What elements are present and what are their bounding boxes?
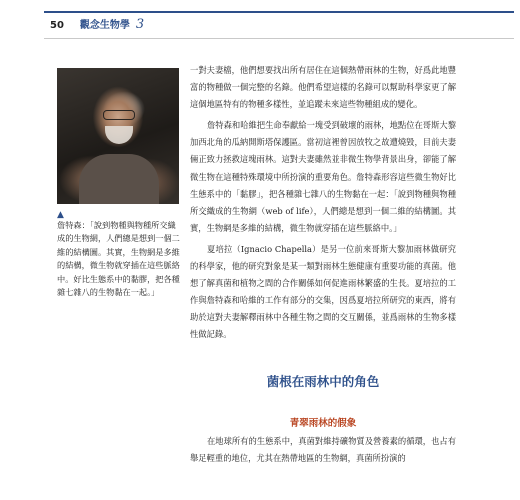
photo-shirt: [79, 154, 159, 204]
photo-glasses: [103, 110, 135, 120]
portrait-photo: [57, 68, 179, 204]
page-number: 50: [50, 20, 64, 31]
photo-caption: 詹特森：「說到物種與物種所交織成的生物網，人們總是想到一個二維的結構圖。其實，生物網是多維的結構，微生物就穿插在這些脈絡中。好比生態系中的黏膠，把各種雜七雜八的生物黏在一起。」: [57, 220, 180, 298]
section-heading: 菌根在雨林中的角色: [266, 374, 380, 389]
top-rule: [44, 11, 514, 13]
body-paragraph-2: 詹特森和哈維把生命奉獻給一塊受到破壞的雨林，地點位在哥斯大黎加西北角的瓜納開斯塔保護區。當初這裡曾因放牧之故遭燒毀，目前夫妻倆正致力拯救這塊雨林。這對夫妻雖然並非微生物學背景出身，卻能了解微生物在這種特殊環境中所扮演的重要角色。詹特森形容這些微生物好比生態系中的「黏膠」，把各種雜七雜八的生物黏在一起：「說到物種與物種所交織成的生物網（web of life），人們總是想到一個二維的結構圖。其實，生物網是多維的結構，微生物就穿插在這些脈絡中。」: [190, 120, 456, 233]
running-title: 觀念生物學: [79, 20, 130, 31]
body-column: [190, 62, 456, 348]
header-rule: [44, 38, 514, 39]
photo-beard: [105, 126, 133, 144]
page-header: [50, 16, 144, 36]
chapter-number: 3: [135, 17, 145, 32]
body-paragraph-3: 夏培拉（Ignacio Chapella）是另一位前來哥斯大黎加雨林做研究的科學家，他的研究對象是某一類對雨林生態健康有重要功能的真菌。他想了解真菌和植物之間的合作關係如何促進雨林繁盛的生長。夏培拉的工作與詹特森和哈維的工作有部分的交集，因爲夏培拉所研究的東西，將有助於這對夫妻解釋雨林中各種生物之間的交互關係，並爲雨林的生物多樣性做記錄。: [190, 243, 456, 340]
body-paragraph-1: 一對夫妻檔，他們想要找出所有居住在這個熱帶雨林的生物，好爲此地豐富的物種做一個完整的名錄。他們希望這樣的名錄可以幫助科學家更了解這個地區特有的物種多樣性，並追蹤未來這些物種組成的變化。: [190, 65, 456, 110]
final-paragraph: 在地球所有的生態系中，真菌對維持礦物質及營養素的循環，也占有舉足輕重的地位，尤其在熱帶地區的生物網，真菌所扮演的: [190, 436, 456, 464]
final-paragraph-block: [190, 433, 456, 471]
caption-triangle-icon: ▲: [57, 210, 64, 220]
subsection-heading: 青翠雨林的假象: [289, 418, 357, 429]
